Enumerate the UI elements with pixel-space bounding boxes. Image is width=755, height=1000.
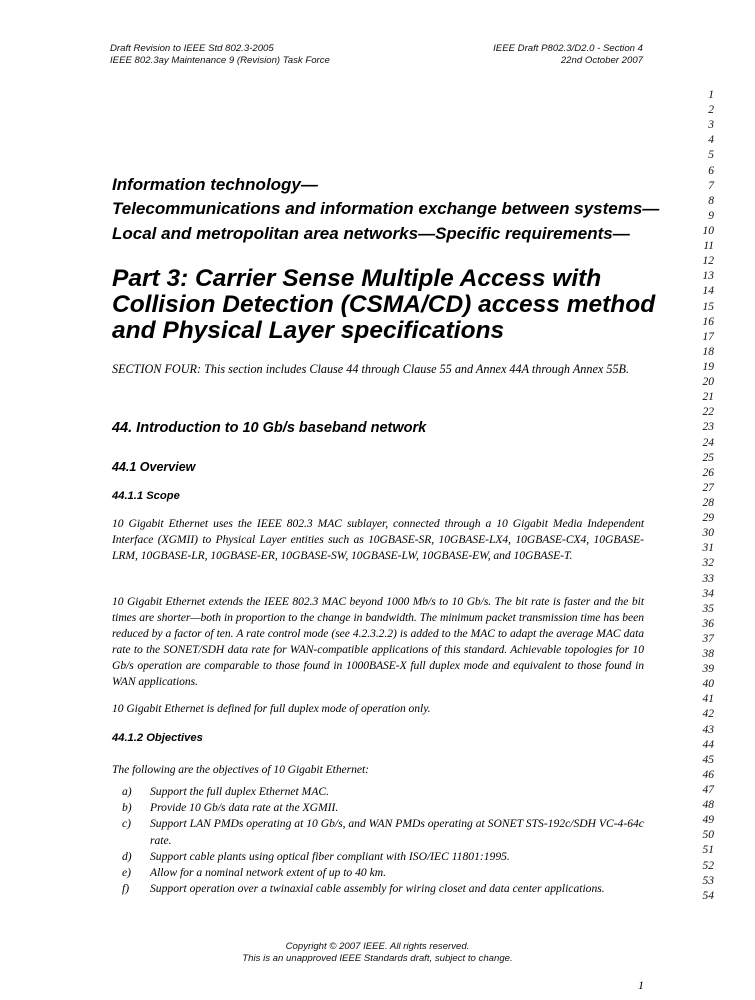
line-number: 17 [702, 330, 714, 343]
line-number: 13 [702, 270, 714, 283]
list-item-text: Provide 10 Gb/s data rate at the XGMII. [150, 801, 339, 815]
line-number: 24 [702, 436, 714, 449]
list-item-label: e) [122, 866, 132, 880]
line-number: 33 [702, 572, 714, 585]
line-numbers [660, 88, 714, 904]
title-main-3: and Physical Layer specifications [112, 317, 505, 344]
line-number: 12 [702, 255, 714, 268]
line-number: 44 [702, 738, 714, 751]
line-number: 31 [702, 542, 714, 555]
objectives-intro: The following are the objectives of 10 Gigabit Ethernet: [112, 763, 369, 776]
footer-notice: This is an unapproved IEEE Standards draft, subject to change. [242, 953, 513, 964]
line-number: 50 [702, 829, 714, 842]
scope-heading: 44.1.1 Scope [112, 490, 180, 502]
list-item [112, 800, 644, 816]
line-number: 23 [702, 421, 714, 434]
header-date: 22nd October 2007 [560, 55, 643, 66]
line-number: 51 [702, 844, 714, 857]
line-number: 14 [702, 285, 714, 298]
line-number: 47 [702, 784, 714, 797]
title-main-2: Collision Detection (CSMA/CD) access method [112, 291, 656, 318]
header-task-force: IEEE 802.3ay Maintenance 9 (Revision) Task Force [110, 55, 330, 66]
list-item [112, 865, 644, 881]
section-note: SECTION FOUR: This section includes Clause 44 through Clause 55 and Annex 44A through Annex 55B. [112, 362, 630, 376]
line-number: 49 [702, 814, 714, 827]
header-draft-id: IEEE Draft P802.3/D2.0 - Section 4 [493, 43, 643, 54]
line-number: 41 [702, 693, 714, 706]
list-item [112, 849, 644, 865]
header-draft-revision: Draft Revision to IEEE Std 802.3-2005 [110, 43, 274, 54]
line-number: 52 [702, 859, 714, 872]
line-number: 7 [708, 179, 714, 192]
line-number: 3 [708, 119, 714, 132]
line-number: 21 [702, 391, 714, 404]
list-item-text: Support cable plants using optical fiber compliant with ISO/IEC 11801:1995. [150, 849, 510, 863]
line-number: 28 [702, 496, 714, 509]
line-number: 53 [702, 874, 714, 887]
list-item [112, 784, 644, 800]
title-main-1: Part 3: Carrier Sense Multiple Access with [112, 265, 602, 292]
line-number: 35 [702, 602, 714, 615]
line-number: 8 [708, 194, 714, 207]
line-number: 10 [702, 224, 714, 237]
clause-heading: 44. Introduction to 10 Gb/s baseband network [112, 420, 427, 436]
scope-paragraph-1: 10 Gigabit Ethernet uses the IEEE 802.3 MAC sublayer, connected through a 10 Gigabit Media Independent Interface (XGMII) to Physical Layer entities such as 10GBASE-SR, 10GBASE-LX4, 10GBASE-CX4, 10GBASE-LRM, 10GBASE-LR, 10GBASE-ER, 10GBASE-SW, 10GBASE-LW, 10GBASE-EW, and 10GBASE-T. [112, 517, 644, 563]
line-number: 25 [702, 451, 714, 464]
line-number: 18 [702, 345, 714, 358]
line-number: 15 [702, 300, 714, 313]
list-item [112, 816, 644, 848]
line-number: 38 [702, 648, 714, 661]
line-number: 6 [708, 164, 714, 177]
line-number: 9 [708, 209, 714, 222]
list-item-label: f) [122, 882, 130, 896]
line-number: 42 [702, 708, 714, 721]
objectives-list [112, 784, 644, 897]
line-number: 39 [702, 663, 714, 676]
list-item-text: Support the full duplex Ethernet MAC. [150, 785, 330, 798]
line-number: 48 [702, 799, 714, 812]
line-number: 45 [702, 753, 714, 766]
list-item-text: Allow for a nominal network extent of up to 40 km. [150, 866, 387, 880]
objectives-heading: 44.1.2 Objectives [112, 732, 203, 744]
page-number: 1 [638, 978, 644, 992]
line-number: 4 [708, 134, 714, 147]
running-header-right [493, 43, 643, 67]
line-number: 5 [708, 149, 714, 162]
line-number: 34 [702, 587, 714, 600]
line-number: 40 [702, 678, 714, 691]
line-number: 20 [702, 376, 714, 389]
list-item-text: Support LAN PMDs operating at 10 Gb/s, and WAN PMDs operating at SONET STS-192c/SDH VC-4-64c rate. [150, 817, 644, 847]
line-number: 54 [702, 889, 714, 902]
line-number: 19 [702, 360, 714, 373]
title-subtitle-3: Local and metropolitan area networks—Specific requirements— [112, 224, 630, 243]
line-number: 2 [708, 104, 714, 117]
title-subtitle-2: Telecommunications and information exchange between systems— [112, 199, 660, 218]
line-number: 26 [702, 466, 714, 479]
line-number: 30 [702, 527, 714, 540]
footer-copyright: Copyright © 2007 IEEE. All rights reserved. [285, 941, 470, 952]
list-item-label: d) [122, 849, 132, 863]
line-number: 16 [702, 315, 714, 328]
line-number: 29 [702, 512, 714, 525]
list-item-label: b) [122, 801, 132, 815]
line-number: 43 [702, 723, 714, 736]
list-item-text: Support operation over a twinaxial cable assembly for wiring closet and data center applications. [150, 882, 605, 896]
line-number: 22 [702, 406, 714, 419]
overview-heading: 44.1 Overview [112, 460, 196, 474]
title-subtitle-1: Information technology— [112, 175, 318, 194]
line-number: 36 [702, 617, 714, 630]
line-number: 1 [708, 89, 714, 101]
line-number: 46 [702, 768, 714, 781]
list-item-label: c) [122, 817, 132, 831]
scope-paragraph-3: 10 Gigabit Ethernet is defined for full duplex mode of operation only. [112, 702, 431, 715]
list-item [112, 881, 644, 897]
line-number: 11 [703, 240, 714, 253]
scope-paragraph-2: 10 Gigabit Ethernet extends the IEEE 802.3 MAC beyond 1000 Mb/s to 10 Gb/s. The bit rate is faster and the bit times are shorter—both in proportion to the change in bandwidth. The minimum packet transmission time has been reduced by a factor of ten. A rate control mode (see 4.2.3.2.2) is added to the MAC to adapt the average MAC data rate to the SONET/SDH data rate for WAN-compatible applications of this standard. Achievable topologies for 10 Gb/s operation are comparable to those found in 1000BASE-X full duplex mode and equivalent to those found in WAN applications. [112, 595, 644, 689]
line-number: 32 [702, 557, 714, 570]
line-number: 27 [702, 481, 714, 494]
running-header-left [110, 43, 330, 67]
list-item-label: a) [122, 785, 132, 798]
line-number: 37 [702, 632, 714, 645]
